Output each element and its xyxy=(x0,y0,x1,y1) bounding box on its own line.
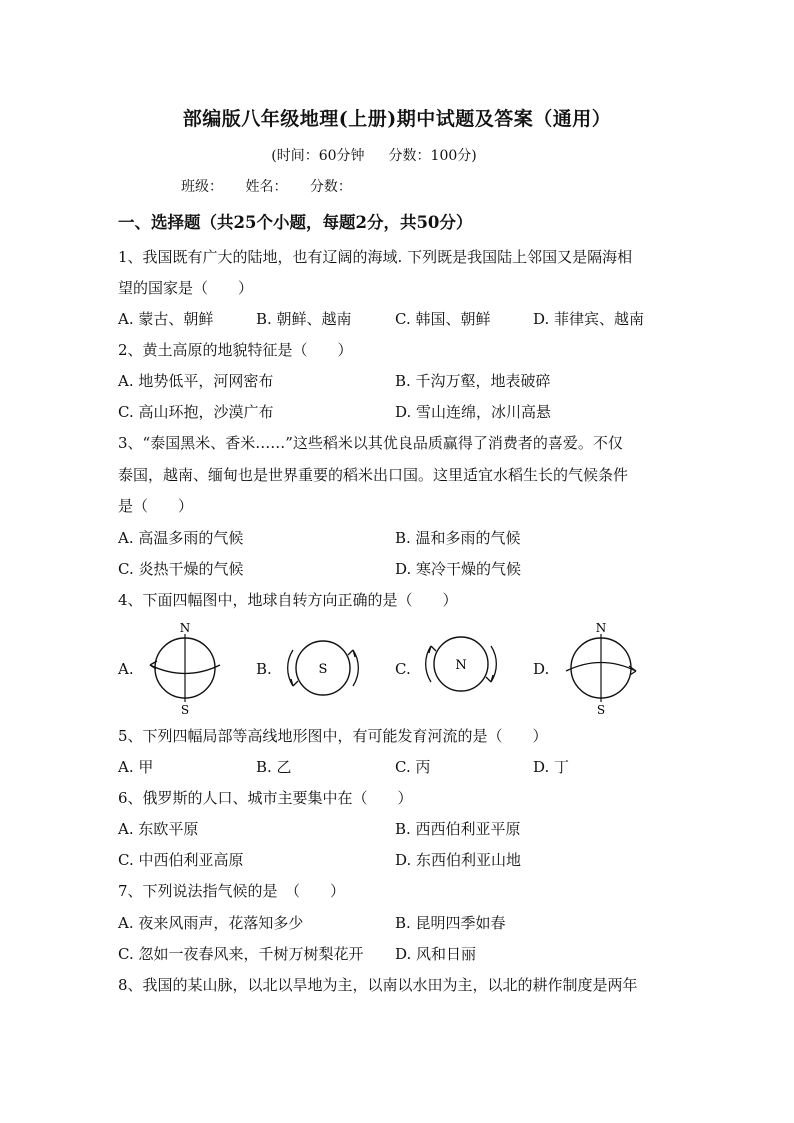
q1-option-c: C. 韩国、朝鲜 xyxy=(395,310,491,328)
student-info xyxy=(181,176,370,196)
q4-figure-a-label: A. xyxy=(118,660,134,678)
class-label: 班级： xyxy=(181,179,223,195)
north-pole-center-label: N xyxy=(455,658,467,673)
q1-option-a: A. 蒙古、朝鲜 xyxy=(118,310,214,328)
q3-stem-line1: 3、“泰国黑米、香米……”这些稻米以其优良品质赢得了消费者的喜爱。不仅 xyxy=(118,434,623,452)
q4-figure-c-label: C. xyxy=(395,660,411,678)
rotation-arrow-icon xyxy=(348,650,355,657)
q2-option-b: B. 千沟万壑，地表破碎 xyxy=(395,372,551,390)
q4-figure-b-label: B. xyxy=(256,660,272,678)
south-pole-label: S xyxy=(180,703,190,717)
q6-option-a: A. 东欧平原 xyxy=(118,820,199,838)
q1-option-b: B. 朝鲜、越南 xyxy=(256,310,352,328)
south-pole-center-label: S xyxy=(318,662,328,677)
q7-stem: 7、下列说法指气候的是 （ ） xyxy=(118,882,346,900)
q3-option-c: C. 炎热干燥的气候 xyxy=(118,560,244,578)
name-label: 姓名： xyxy=(245,179,288,195)
q4-figure-c-globe xyxy=(421,626,501,706)
q6-option-d: D. 东西伯利亚山地 xyxy=(395,851,522,869)
q3-stem-line2: 泰国，越南、缅甸也是世界重要的稻米出口国。这里适宜水稻生长的气候条件 xyxy=(118,466,629,484)
q7-option-b: B. 昆明四季如春 xyxy=(395,914,506,932)
north-pole-label: N xyxy=(179,621,191,635)
page-title: 部编版八年级地理(上册)期中试题及答案（通用） xyxy=(182,108,612,130)
q5-stem: 5、下列四幅局部等高线地形图中，有可能发育河流的是（ ） xyxy=(118,727,548,745)
q7-option-d: D. 风和日丽 xyxy=(395,945,477,963)
q2-option-a: A. 地势低平，河网密布 xyxy=(118,372,274,390)
q3-option-d: D. 寒冷干燥的气候 xyxy=(395,560,522,578)
south-pole-label: S xyxy=(596,703,606,717)
section-heading: 一、选择题（共25个小题，每题2分，共50分） xyxy=(118,213,473,232)
exam-time: (时间：60分钟 xyxy=(271,148,365,164)
exam-score: 分数：100分) xyxy=(388,148,477,164)
q5-option-b: B. 乙 xyxy=(256,758,292,776)
q3-stem-line3: 是（ ） xyxy=(118,497,194,515)
q6-option-b: B. 西西伯利亚平原 xyxy=(395,820,521,838)
q8-stem-line1: 8、我国的某山脉，以北以旱地为主，以南以水田为主，以北的耕作制度是两年 xyxy=(118,976,638,994)
q3-option-a: A. 高温多雨的气候 xyxy=(118,529,244,547)
q7-option-c: C. 忽如一夜春风来，千树万树梨花开 xyxy=(118,945,364,963)
q7-option-a: A. 夜来风雨声，花落知多少 xyxy=(118,914,304,932)
q1-stem-line1: 1、我国既有广大的陆地，也有辽阔的海域. 下列既是我国陆上邻国又是隔海相 xyxy=(118,248,633,266)
q4-figure-a-globe xyxy=(140,620,230,715)
north-pole-label: N xyxy=(595,621,607,635)
q6-option-c: C. 中西伯利亚高原 xyxy=(118,851,244,869)
q4-figure-b-globe xyxy=(283,630,363,710)
q2-stem: 2、黄土高原的地貌特征是（ ） xyxy=(118,341,353,359)
q1-stem-line2: 望的国家是（ ） xyxy=(118,279,254,297)
q1-option-d: D. 菲律宾、越南 xyxy=(533,310,645,328)
q5-option-c: C. 丙 xyxy=(395,758,431,776)
q6-stem: 6、俄罗斯的人口、城市主要集中在（ ） xyxy=(118,789,413,807)
q2-option-d: D. 雪山连绵，冰川高悬 xyxy=(395,403,552,421)
q5-option-a: A. 甲 xyxy=(118,758,154,776)
q4-stem: 4、下面四幅图中，地球自转方向正确的是（ ） xyxy=(118,591,458,609)
q5-option-d: D. 丁 xyxy=(533,758,570,776)
rotation-arrow-icon xyxy=(291,679,298,686)
rotation-arrow-icon xyxy=(486,675,493,682)
q4-figure-d-globe xyxy=(556,620,646,715)
q3-option-b: B. 温和多雨的气候 xyxy=(395,529,521,547)
rotation-arrow-icon xyxy=(429,646,436,653)
exam-meta xyxy=(0,145,748,165)
q2-option-c: C. 高山环抱，沙漠广布 xyxy=(118,403,274,421)
score-label: 分数： xyxy=(309,179,352,195)
q4-figure-d-label: D. xyxy=(533,660,550,678)
